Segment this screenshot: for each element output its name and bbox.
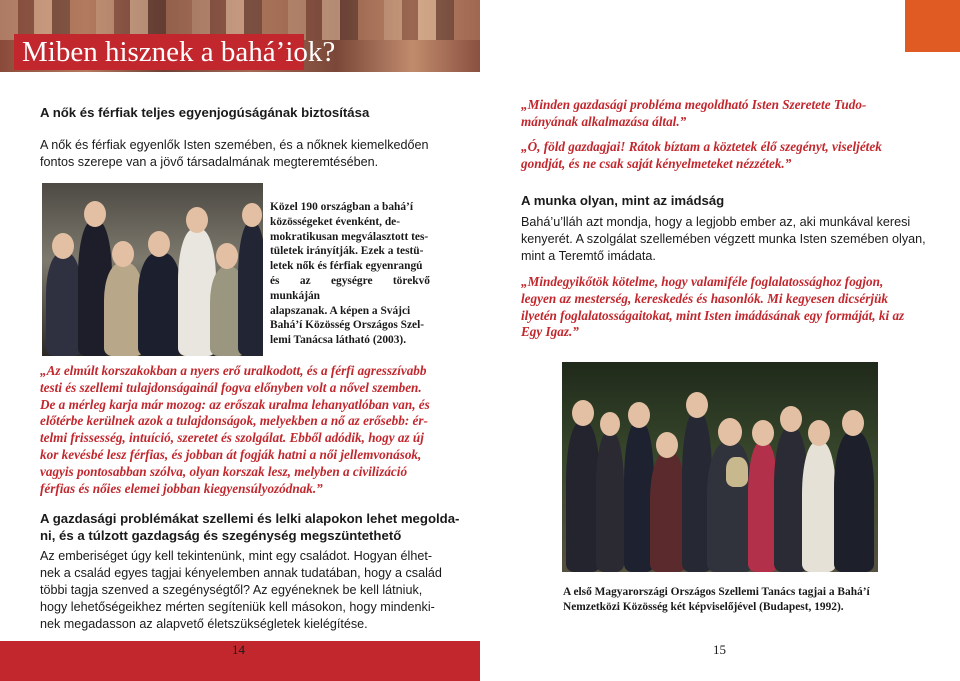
quote-economy-2 <box>521 139 882 173</box>
quote-work <box>521 274 904 341</box>
text-line: többi tagja szenved a szegénységtől? Az egyéneknek be kell látniuk, <box>40 583 423 597</box>
photo-hungarian-assembly <box>562 362 878 572</box>
quote-line: férfias és nőies elemei jobban kiegyensúlyozódnak.” <box>40 480 323 496</box>
text-line: mint a Teremtő imádata. <box>521 249 656 263</box>
quote-line: „Mindegyikőtök kötelme, hogy valamiféle foglalatossághoz fogjon, <box>521 274 884 289</box>
page-number-right: 15 <box>713 642 726 657</box>
caption-line: alapszanak. A képen a Svájci <box>270 304 411 317</box>
caption-hungarian-assembly <box>563 585 883 615</box>
text-line: A nők és férfiak egyenlők Isten szemében, és a nőknek kiemelkedően <box>40 138 429 152</box>
text-line: Az emberiséget úgy kell tekintenünk, mint egy családot. Hogyan élhet- <box>40 549 433 563</box>
photo-swiss-assembly <box>42 183 263 356</box>
section-heading-work: A munka olyan, mint az imádság <box>521 193 725 208</box>
section-heading-equality: A nők és férfiak teljes egyenjogúságának biztosítása <box>40 105 370 120</box>
quote-line: vagyis pontosabban szólva, olyan korszak lesz, melyben a civilizáció <box>40 463 408 479</box>
caption-line: tületek irányítják. Ezek a testü- <box>270 245 424 258</box>
quote-line: testi és szellemi tulajdonságainál fogva előnyben volt a nővel szemben. <box>40 379 422 395</box>
caption-line: Közel 190 országban a bahá’í <box>270 201 414 213</box>
caption-line: közösségeket évenként, de- <box>270 215 401 228</box>
caption-line: A első Magyarországi Országos Szellemi Tanács tagjai a Bahá’í <box>563 586 870 598</box>
quote-line: „Minden gazdasági probléma megoldható Isten Szeretete Tudo- <box>521 97 867 112</box>
para-equality <box>40 137 429 171</box>
quote-line: „Az elmúlt korszakokban a nyers erő uralkodott, és a férfi agresszívabb <box>40 363 427 378</box>
text-line: hogy lehetőségeikhez mérten segíteniük kell másokon, hogy mindenki- <box>40 600 435 614</box>
para-economy <box>40 548 442 633</box>
text-line: nek megadasson az alapvető életszükségletek kielégítése. <box>40 617 368 631</box>
text-line: Bahá’u’lláh azt mondja, hogy a legjobb ember az, aki munkával keresi <box>521 215 911 229</box>
caption-line: letek nők és férfiak egyenrangú <box>270 260 423 273</box>
quote-line: telmi frissesség, intuíció, szeretet és szolgálat. Ebből adódik, hogy az új <box>40 430 424 446</box>
text-line: kenyerét. A szolgálat szellemében végzett munka Isten szemében olyan, <box>521 232 926 246</box>
quote-line: gondját, és ne csak saját kényelmeteket nézzétek.” <box>521 155 792 171</box>
heading-line: A gazdasági problémákat szellemi és lelki alapokon lehet megolda- <box>40 511 460 526</box>
corner-tab <box>905 0 960 52</box>
quote-economy-1 <box>521 97 866 131</box>
page-number-left: 14 <box>232 642 245 657</box>
quote-line: ilyetén foglalatosságaitokat, mint Isten imádásának egy formáját, ki az <box>521 307 905 323</box>
quote-line: Egy Igaz.” <box>521 324 579 340</box>
quote-line: legyen az mesterség, kereskedés és hasonlók. Mi kegyesen dicsérjük <box>521 290 889 306</box>
heading-line: ni, és a túlzott gazdagság és szegénység megszüntethető <box>40 528 402 543</box>
quote-line: mányának alkalmazása által.” <box>521 113 687 129</box>
page-title: Miben hisznek a bahá’iok? <box>14 34 304 70</box>
caption-line: Nemzetközi Közösség két képviselőjével (Budapest, 1992). <box>563 600 844 613</box>
caption-swiss-assembly <box>270 200 430 348</box>
quote-line: „Ó, föld gazdagjai! Rátok bíztam a köztetek élő szegényt, viseljétek <box>521 139 882 154</box>
quote-line: kor kevésbé lesz férfias, és jobban át fogják hatni a női jellemvonások, <box>40 446 422 462</box>
section-heading-economy <box>40 510 459 544</box>
quote-line: előtérbe kerülnek azok a tulajdonságok, melyekben a nő az erősebb: ér- <box>40 413 428 429</box>
caption-line: és az egységre törekvő munkáján <box>270 274 430 302</box>
text-line: fontos szerepe van a jövő társadalmának megteremtésében. <box>40 155 379 169</box>
text-line: nek a család egyes tagjai kényelemben annak tudatában, hogy a család <box>40 566 442 580</box>
quote-equality <box>40 363 430 497</box>
caption-line: mokratikusan megválasztott tes- <box>270 230 429 243</box>
header-banner-photo <box>0 0 480 72</box>
quote-line: De a mérleg karja már mozog: az erőszak uralma lehanyatlóban van, és <box>40 396 430 412</box>
caption-line: lemi Tanácsa látható (2003). <box>270 334 407 347</box>
caption-line: Bahá’í Közösség Országos Szel- <box>270 319 425 332</box>
para-work <box>521 214 926 265</box>
